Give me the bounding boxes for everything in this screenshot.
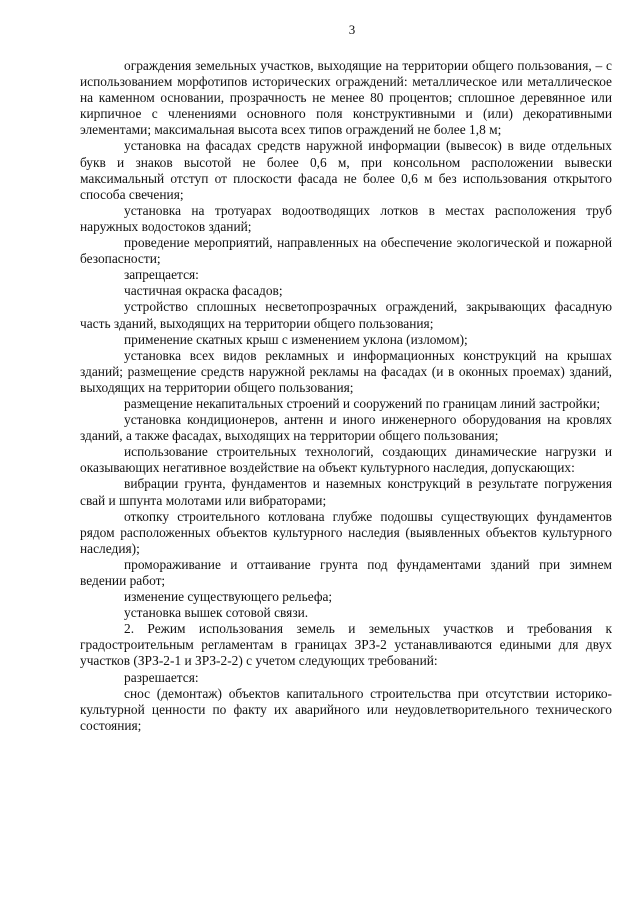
paragraph: изменение существующего рельефа;	[124, 589, 333, 605]
paragraph: установка всех видов рекламных и информационных конструкций на крышах зданий; размещение средств наружной рекламы на фасадах (и в оконных проемах) зданий, выходящих на территории общего пользования;	[80, 347, 612, 395]
paragraph: откопку строительного котлована глубже подошвы существующих фундаментов рядом расположенных объектов культурного наследия (выявленных объектов культурного наследия);	[80, 508, 612, 556]
paragraph: разрешается:	[124, 669, 199, 685]
document-body	[80, 58, 612, 734]
paragraph: установка на фасадах средств наружной информации (вывесок) в виде отдельных букв и знаков высотой не более 0,6 м, при консольном расположении вывески максимальный отступ от плоскости фасада не более 0,6 м без использования открытого способа свечения;	[80, 138, 612, 202]
paragraph: вибрации грунта, фундаментов и наземных конструкций в результате погружения свай и шпунта молотами или вибраторами;	[80, 476, 612, 508]
paragraph: установка кондиционеров, антенн и иного инженерного оборудования на кровлях зданий, а также фасадах, выходящих на территории общего пользования;	[80, 412, 612, 444]
paragraph: устройство сплошных несветопрозрачных ограждений, закрывающих фасадную часть зданий, выходящих на территории общего пользования;	[80, 299, 612, 331]
paragraph: ограждения земельных участков, выходящие на территории общего пользования, – с использованием морфотипов исторических ограждений: металлическое или металлическое на каменном основании, прозрачность не менее 80 процентов; сплошное деревянное или кирпичное с членениями основного поля конструктивными и (или) декоративными элементами; максимальная высота всех типов ограждений не более 1,8 м;	[80, 58, 612, 138]
paragraph: установка вышек сотовой связи.	[124, 605, 309, 621]
paragraph: применение скатных крыш с изменением уклона (изломом);	[124, 331, 468, 347]
paragraph: проведение мероприятий, направленных на обеспечение экологической и пожарной безопасности;	[80, 235, 612, 267]
paragraph: запрещается:	[124, 267, 199, 283]
paragraph: промораживание и оттаивание грунта под фундаментами зданий при зимнем ведении работ;	[80, 556, 612, 588]
paragraph: использование строительных технологий, создающих динамические нагрузки и оказывающих негативное воздействие на объект культурного наследия, допускающих:	[80, 444, 612, 476]
paragraph: установка на тротуарах водоотводящих лотков в местах расположения труб наружных водостоков зданий;	[80, 202, 612, 234]
paragraph: частичная окраска фасадов;	[124, 283, 283, 299]
page-number: 3	[348, 22, 356, 37]
paragraph: 2. Режим использования земель и земельных участков и требования к градостроительным регламентам в границах ЗРЗ-2 устанавливаются едиными для двух участков (ЗРЗ-2-1 и ЗРЗ-2-2) с учетом следующих требований:	[80, 621, 612, 669]
paragraph: снос (демонтаж) объектов капитального строительства при отсутствии историко-культурной ценности по факту их аварийного или неудовлетворительного технического состояния;	[80, 685, 612, 733]
paragraph: размещение некапитальных строений и сооружений по границам линий застройки;	[124, 395, 601, 411]
